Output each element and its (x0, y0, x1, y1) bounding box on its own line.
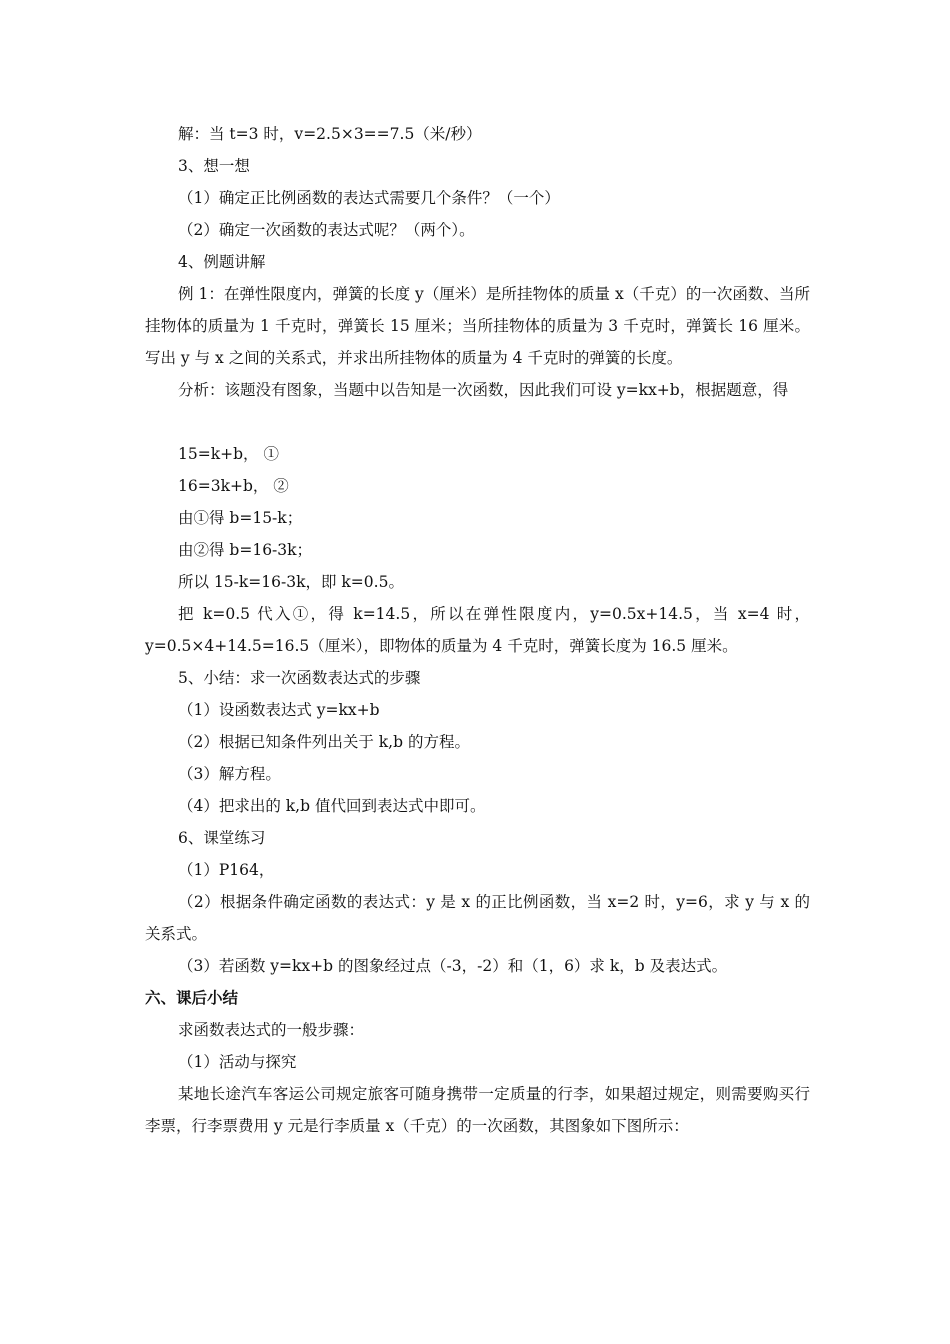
section-after-class-summary: 六、课后小结 (145, 988, 239, 1007)
summary-step-2: （2）根据已知条件列出关于 k,b 的方程。 (178, 733, 470, 751)
summary-step-1: （1）设函数表达式 y=kx+b (178, 701, 380, 719)
practice-2: （2）根据条件确定函数的表达式：y 是 x 的正比例函数，当 x=2 时，y=6，求 y 与 x 的关系式。 (145, 893, 810, 943)
luggage-problem-text: 某地长途汽车客运公司规定旅客可随身携带一定质量的行李，如果超过规定，则需要购买行李票，行李票费用 y 元是行李质量 x（千克）的一次函数，其图象如下图所示： (145, 1085, 810, 1135)
analysis-text: 分析：该题没有图象，当题中以告知是一次函数，因此我们可设 y=kx+b，根据题意，得 (178, 381, 789, 399)
section-practice: 6、课堂练习 (178, 829, 266, 847)
substitution-text: 把 k=0.5 代入①，得 k=14.5，所以在弹性限度内，y=0.5x+14.5，当 x=4 时，y=0.5×4+14.5=16.5（厘米），即物体的质量为 4 千克时，弹簧长度为 16.5 厘米。 (145, 605, 810, 655)
general-steps-title: 求函数表达式的一般步骤： (178, 1021, 365, 1039)
equation-1: 15=k+b， ① (178, 445, 279, 463)
derivation-2: 由②得 b=16-3k； (178, 541, 313, 559)
section-example: 4、例题讲解 (178, 253, 266, 271)
derivation-1: 由①得 b=15-k； (178, 509, 303, 527)
summary-step-3: （3）解方程。 (178, 765, 281, 783)
summary-step-4: （4）把求出的 k,b 值代回到表达式中即可。 (178, 797, 486, 815)
example-1-text: 例 1：在弹性限度内，弹簧的长度 y（厘米）是所挂物体的质量 x（千克）的一次函数、当所挂物体的质量为 1 千克时，弹簧长 15 厘米；当所挂物体的质量为 3 千克时，弹簧长 16 厘米。写出 y 与 x 之间的关系式，并求出所挂物体的质量为 4 千克时的弹簧的长度。 (145, 285, 810, 367)
think-question-1: （1）确定正比例函数的表达式需要几个条件？（一个） (178, 189, 560, 207)
section-think: 3、想一想 (178, 157, 250, 175)
practice-3: （3）若函数 y=kx+b 的图象经过点（-3，-2）和（1，6）求 k，b 及表达式。 (178, 957, 728, 975)
derivation-3: 所以 15-k=16-3k，即 k=0.5。 (178, 573, 404, 591)
equation-2: 16=3k+b， ② (178, 477, 289, 495)
practice-1: （1）P164， (178, 861, 275, 879)
section-summary: 5、小结：求一次函数表达式的步骤 (178, 669, 421, 687)
think-question-2: （2）确定一次函数的表达式呢？（两个）。 (178, 221, 475, 239)
solution-line: 解：当 t=3 时，v=2.5×3==7.5（米/秒） (178, 125, 482, 143)
activity-title: （1）活动与探究 (178, 1053, 297, 1071)
